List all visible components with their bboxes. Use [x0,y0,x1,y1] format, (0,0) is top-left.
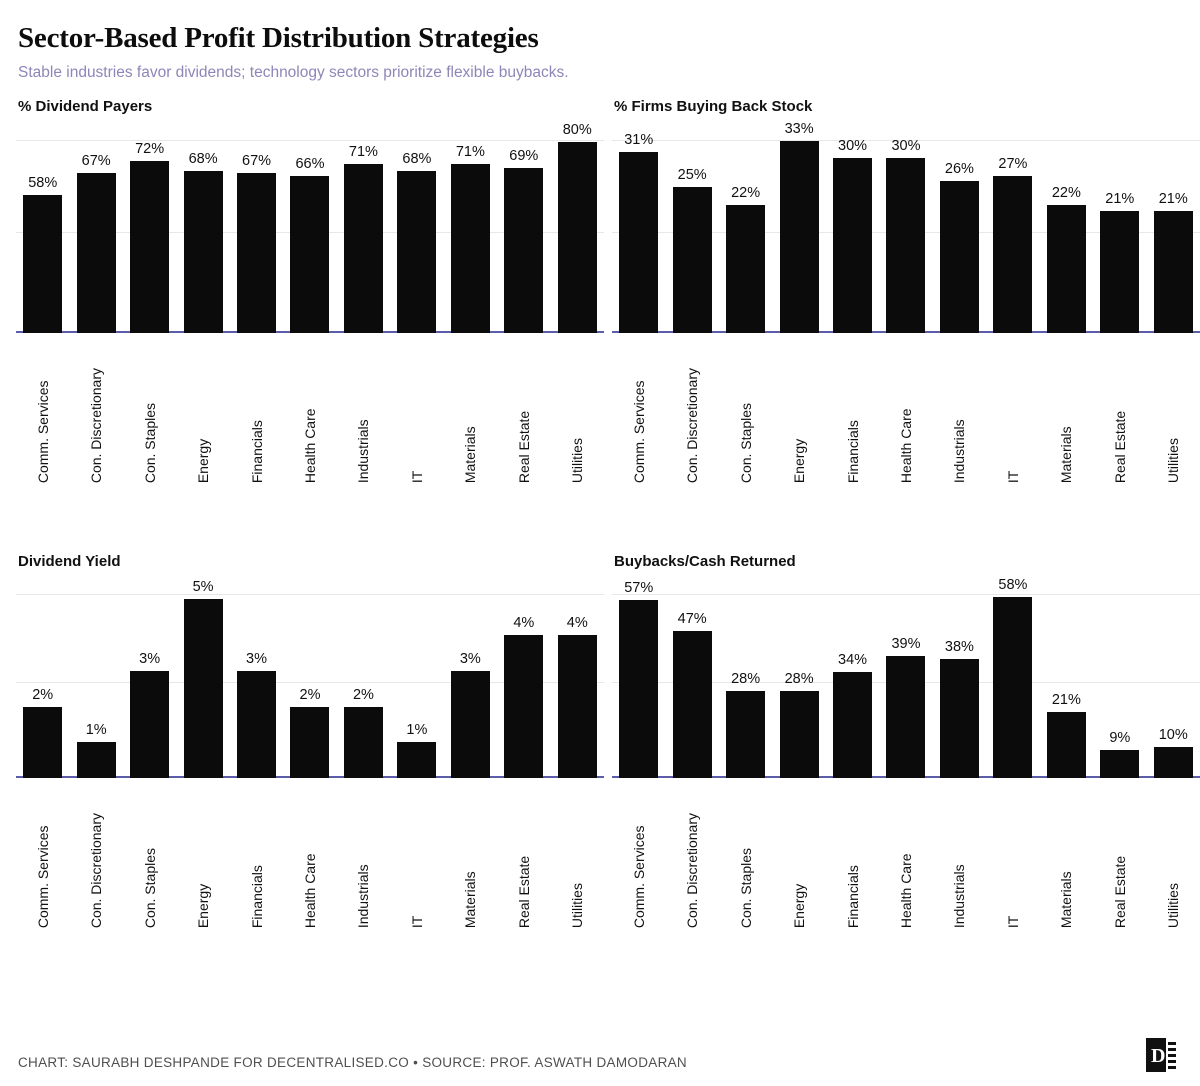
bar-value-label: 68% [188,150,218,167]
bar-value-label: 33% [784,120,814,137]
bar-value-label: 67% [242,153,272,170]
category-label: Con. Discretionary [684,813,701,929]
bar[interactable] [780,141,819,334]
category-axis [16,813,604,928]
bar[interactable] [504,168,543,333]
bar[interactable] [77,742,116,778]
bar[interactable] [184,599,223,778]
category-tick [826,368,879,483]
category-tick [283,813,336,928]
category-label: Industrials [951,419,968,484]
bar-slot [826,578,879,778]
category-label: Health Care [301,408,318,484]
category-tick [337,368,390,483]
bar-value-label: 57% [624,579,654,596]
category-tick [1147,813,1200,928]
panel-title: Dividend Yield [18,553,121,570]
bar-slot [933,123,986,333]
bar-slot [16,578,69,778]
bar[interactable] [886,158,925,333]
plot-area [612,578,1200,778]
bar-value-label: 22% [1051,184,1081,201]
bar-value-label: 1% [406,722,428,739]
category-tick [176,368,229,483]
bar-slot [1093,578,1146,778]
bar-slot [719,123,772,333]
bar-value-label: 21% [1158,190,1188,207]
bar[interactable] [1100,211,1139,334]
bar-slot [176,578,229,778]
bar-slot [390,578,443,778]
category-label: Utilities [569,438,586,484]
bar-slot [123,578,176,778]
category-label: Utilities [1165,883,1182,929]
category-tick [283,368,336,483]
bar-slot [879,123,932,333]
category-tick [16,368,69,483]
panel-dividend-yield [16,553,604,983]
category-tick [719,368,772,483]
category-label: Comm. Services [630,825,647,929]
bar[interactable] [993,597,1032,778]
bar[interactable] [1154,747,1193,778]
category-label: Con. Discretionary [684,368,701,484]
bar-slot [986,578,1039,778]
page-subtitle: Stable industries favor dividends; technology sectors prioritize flexible buybacks. [18,64,569,81]
bar-value-label: 5% [192,579,214,596]
bar[interactable] [1154,211,1193,334]
bar-value-label: 31% [624,132,654,149]
bar-value-label: 68% [402,150,432,167]
bar-value-label: 39% [891,636,921,653]
bar[interactable] [1047,712,1086,778]
bar[interactable] [1047,205,1086,333]
bar[interactable] [184,171,223,333]
category-label: Con. Discretionary [88,368,105,484]
category-label: Materials [462,871,479,929]
bar[interactable] [1100,750,1139,778]
bar-value-label: 21% [1105,190,1135,207]
category-tick [497,813,550,928]
publisher-logo-icon [1144,1036,1178,1074]
category-label: Financials [844,420,861,484]
bar[interactable] [237,173,276,333]
bar[interactable] [130,161,169,333]
bar[interactable] [451,671,490,778]
bar-slot [986,123,1039,333]
bar[interactable] [77,173,116,333]
plot-area [16,123,604,333]
category-axis [16,368,604,483]
category-label: Con. Discretionary [88,813,105,929]
bar-slot [551,578,604,778]
bar[interactable] [23,195,62,333]
bar-value-label: 3% [246,650,268,667]
bar-slot [1147,578,1200,778]
category-tick [1093,813,1146,928]
bar-value-label: 26% [944,161,974,178]
category-tick [444,813,497,928]
bar-value-label: 3% [139,650,161,667]
bar-series [612,578,1200,778]
bar[interactable] [558,635,597,778]
bar[interactable] [397,742,436,778]
bar-value-label: 38% [944,639,974,656]
bar-value-label: 69% [509,148,539,165]
bar-value-label: 10% [1158,726,1188,743]
category-label: Comm. Services [34,380,51,484]
category-tick [612,813,665,928]
bar-slot [772,578,825,778]
chart-grid [16,98,1188,983]
bar-value-label: 2% [352,686,374,703]
bar-value-label: 66% [295,155,325,172]
category-label: Con. Staples [141,402,158,484]
bar-slot [612,578,665,778]
category-label: Utilities [569,883,586,929]
panel-buybacks-cash-returned [612,553,1200,983]
category-label: IT [1004,915,1021,929]
bar-slot [933,578,986,778]
category-label: Health Care [897,853,914,929]
category-label: Industrials [355,419,372,484]
bar-slot [1093,123,1146,333]
category-tick [1093,368,1146,483]
bar-value-label: 30% [838,138,868,154]
category-label: Health Care [897,408,914,484]
bar[interactable] [237,671,276,778]
bar[interactable] [23,707,62,778]
page-title: Sector-Based Profit Distribution Strategies [18,22,539,54]
bar-value-label: 28% [784,670,814,687]
bar-value-label: 30% [891,138,921,154]
category-label: Industrials [951,864,968,929]
category-label: Comm. Services [630,380,647,484]
bar[interactable] [940,181,979,333]
bar-value-label: 58% [28,174,58,191]
category-tick [69,813,122,928]
category-label: Real Estate [1111,855,1128,929]
category-tick [230,813,283,928]
category-tick [230,368,283,483]
bar-value-label: 2% [32,686,54,703]
bar-value-label: 1% [85,722,107,739]
category-tick [123,813,176,928]
bar-value-label: 3% [459,650,481,667]
category-label: Utilities [1165,438,1182,484]
category-label: IT [408,470,425,484]
bar[interactable] [833,158,872,333]
bar-value-label: 34% [838,651,868,668]
bar-value-label: 9% [1109,729,1131,746]
bar-slot [879,578,932,778]
category-tick [1040,813,1093,928]
category-label: IT [1004,470,1021,484]
bar-value-label: 27% [998,155,1028,172]
category-label: IT [408,915,425,929]
category-tick [337,813,390,928]
bar[interactable] [558,142,597,333]
category-tick [986,813,1039,928]
bar-value-label: 25% [677,167,707,184]
bar[interactable] [397,171,436,333]
bar-value-label: 4% [513,615,535,632]
chart-credit: CHART: SAURABH DESHPANDE FOR DECENTRALISED.CO • SOURCE: PROF. ASWATH DAMODARAN [18,1055,687,1070]
bar-value-label: 71% [455,143,485,160]
category-label: Materials [1058,871,1075,929]
category-tick [551,368,604,483]
panel-title: % Firms Buying Back Stock [614,98,813,115]
bar[interactable] [619,152,658,333]
category-axis [612,368,1200,483]
bar[interactable] [940,659,979,778]
bar[interactable] [451,164,490,333]
category-label: Energy [195,438,212,484]
category-tick [1147,368,1200,483]
category-tick [16,813,69,928]
bar-value-label: 67% [81,153,111,170]
category-axis [612,813,1200,928]
category-label: Financials [844,865,861,929]
category-tick [879,813,932,928]
bar-slot [497,578,550,778]
svg-text:D: D [1151,1045,1166,1067]
category-tick [879,368,932,483]
category-tick [612,368,665,483]
bar-value-label: 21% [1051,692,1081,709]
category-tick [551,813,604,928]
category-label: Energy [791,438,808,484]
bar-value-label: 4% [566,615,588,632]
bar-series [16,578,604,778]
bar-slot [665,123,718,333]
category-label: Energy [791,883,808,929]
category-label: Con. Staples [737,847,754,929]
category-tick [390,813,443,928]
bar-value-label: 28% [731,670,761,687]
bar[interactable] [673,187,712,333]
bar-slot [444,578,497,778]
bar-slot [1147,123,1200,333]
category-tick [933,368,986,483]
bar[interactable] [886,656,925,778]
plot-area [612,120,1200,333]
category-tick [665,813,718,928]
bar-value-label: 2% [299,686,321,703]
bar-slot [551,123,604,333]
category-tick [933,813,986,928]
category-label: Health Care [301,853,318,929]
bar[interactable] [673,631,712,778]
category-label: Real Estate [1111,410,1128,484]
category-tick [123,368,176,483]
category-label: Con. Staples [141,847,158,929]
bar-slot [826,123,879,333]
bar-slot [283,578,336,778]
bar-slot [1040,578,1093,778]
bar-series [16,123,604,333]
category-tick [444,368,497,483]
bar-slot [772,120,825,333]
category-tick [772,368,825,483]
category-tick [772,813,825,928]
bar[interactable] [130,671,169,778]
bar-slot [230,578,283,778]
category-tick [69,368,122,483]
bar[interactable] [726,691,765,779]
category-label: Con. Staples [737,402,754,484]
bar[interactable] [619,600,658,778]
bar-slot [230,123,283,333]
category-label: Materials [1058,426,1075,484]
bar-slot [69,578,122,778]
bar-slot [612,123,665,333]
category-tick [176,813,229,928]
category-label: Industrials [355,864,372,929]
bar[interactable] [290,176,329,334]
category-label: Materials [462,426,479,484]
panel-dividend-payers [16,98,604,553]
bar-value-label: 22% [731,184,761,201]
category-label: Financials [248,420,265,484]
category-tick [719,813,772,928]
bar-value-label: 71% [348,143,378,160]
bar[interactable] [726,205,765,333]
bar[interactable] [344,164,383,333]
panel-buyback-firms [612,98,1200,553]
category-tick [986,368,1039,483]
bar-slot [497,123,550,333]
bar[interactable] [833,672,872,778]
category-tick [390,368,443,483]
bar[interactable] [504,635,543,778]
bar[interactable] [344,707,383,778]
bar[interactable] [780,691,819,779]
category-tick [826,813,879,928]
category-label: Real Estate [515,855,532,929]
plot-area [16,578,604,778]
bar-value-label: 72% [135,141,165,158]
panel-title: Buybacks/Cash Returned [614,553,796,570]
bar-slot [337,578,390,778]
category-tick [665,368,718,483]
bar-series [612,120,1200,333]
panel-title: % Dividend Payers [18,98,153,115]
bar-slot [1040,123,1093,333]
bar-value-label: 47% [677,611,707,628]
category-label: Energy [195,883,212,929]
category-label: Comm. Services [34,825,51,929]
bar[interactable] [993,176,1032,334]
category-label: Real Estate [515,410,532,484]
category-label: Financials [248,865,265,929]
bar-value-label: 80% [562,122,592,139]
category-tick [497,368,550,483]
category-tick [1040,368,1093,483]
bar-value-label: 58% [998,576,1028,593]
bar[interactable] [290,707,329,778]
